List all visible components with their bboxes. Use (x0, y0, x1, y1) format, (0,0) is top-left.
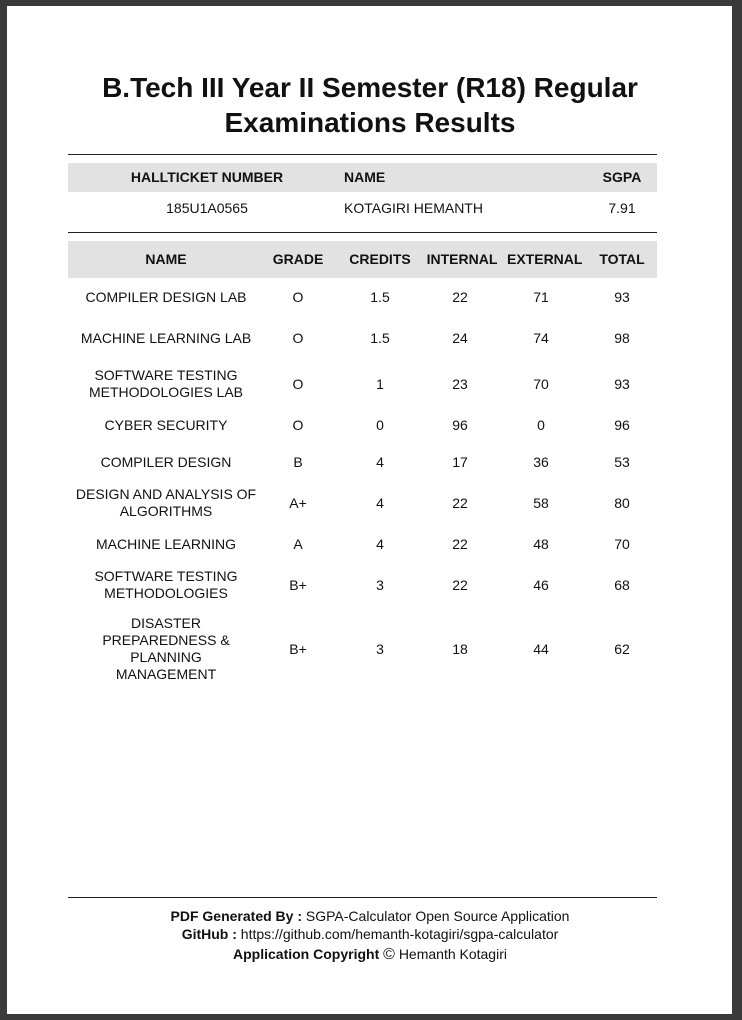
subject-credits: 4 (376, 494, 384, 511)
subject-internal: 22 (452, 535, 468, 552)
subject-total: 98 (614, 329, 630, 346)
subject-grade: B+ (289, 576, 307, 593)
subject-grade: O (292, 375, 304, 392)
subject-credits: 4 (376, 535, 384, 552)
subject-credits: 3 (376, 576, 384, 593)
subject-name: COMPILER DESIGN (100, 453, 232, 470)
subject-credits: 3 (376, 640, 384, 657)
subject-name: DESIGN AND ANALYSIS OF ALGORITHMS (75, 486, 257, 519)
subject-external: 71 (533, 288, 549, 305)
footer-generated (0, 907, 740, 925)
footer-copyright-value: Hemanth Kotagiri (398, 946, 507, 962)
subject-name: COMPILER DESIGN LAB (85, 288, 247, 305)
subject-credits: 1.5 (370, 288, 390, 305)
subject-total: 68 (614, 576, 630, 593)
subject-external: 58 (533, 494, 549, 511)
subject-total: 93 (614, 288, 630, 305)
subject-credits: 0 (376, 416, 384, 433)
title-line-1: B.Tech III Year II Semester (R18) Regular (102, 72, 638, 103)
subject-internal: 17 (452, 453, 468, 470)
subject-grade: B+ (289, 640, 307, 657)
subject-name: DISASTER PREPAREDNESS & PLANNING MANAGEMENT (102, 615, 230, 682)
footer-copyright (0, 945, 740, 964)
subject-name: MACHINE LEARNING LAB (80, 329, 252, 346)
subject-name: SOFTWARE TESTING METHODOLOGIES (94, 568, 238, 601)
footer-github-label: GitHub : (181, 926, 237, 942)
student-header-sgpa: SGPA (602, 169, 642, 185)
subject-total: 62 (614, 640, 630, 657)
footer-copyright-label: Application Copyright (233, 946, 380, 962)
subject-external: 48 (533, 535, 549, 552)
results-header-credits: CREDITS (349, 251, 411, 267)
subject-name: SOFTWARE TESTING METHODOLOGIES LAB (88, 367, 244, 400)
subject-credits: 1 (376, 375, 384, 392)
subject-total: 93 (614, 375, 630, 392)
footer-github-link[interactable]: https://github.com/hemanth-kotagiri/sgpa-calculator (240, 926, 559, 942)
footer-github (0, 925, 740, 943)
title-line-2: Examinations Results (224, 107, 516, 138)
divider (68, 154, 657, 155)
copyright-icon: © (383, 946, 395, 963)
subject-internal: 96 (452, 416, 468, 433)
subject-grade: O (292, 288, 304, 305)
subject-grade: A (293, 535, 303, 552)
subject-external: 46 (533, 576, 549, 593)
subject-grade: B (293, 453, 303, 470)
subject-internal: 23 (452, 375, 468, 392)
student-header-hallticket: HALLTICKET NUMBER (130, 169, 284, 185)
subject-external: 36 (533, 453, 549, 470)
student-sgpa: 7.91 (608, 199, 636, 216)
footer-generated-label: PDF Generated By : (170, 908, 303, 924)
results-header-name: NAME (145, 251, 187, 267)
divider (68, 232, 657, 233)
subject-internal: 24 (452, 329, 468, 346)
subject-internal: 22 (452, 576, 468, 593)
subject-total: 70 (614, 535, 630, 552)
subject-external: 44 (533, 640, 549, 657)
subject-internal: 22 (452, 288, 468, 305)
subject-credits: 1.5 (370, 329, 390, 346)
subject-total: 96 (614, 416, 630, 433)
subject-total: 80 (614, 494, 630, 511)
results-header-external: EXTERNAL (507, 251, 582, 267)
subject-external: 74 (533, 329, 549, 346)
subject-grade: A+ (289, 494, 307, 511)
subject-total: 53 (614, 453, 630, 470)
student-header-name: NAME (344, 169, 386, 185)
results-header-internal: INTERNAL (426, 251, 498, 267)
subject-name: MACHINE LEARNING (95, 535, 237, 552)
footer-generated-value: SGPA-Calculator Open Source Application (305, 908, 570, 924)
subject-credits: 4 (376, 453, 384, 470)
student-name: KOTAGIRI HEMANTH (344, 199, 483, 216)
subject-external: 0 (537, 416, 545, 433)
subject-name: CYBER SECURITY (104, 416, 228, 433)
subject-internal: 18 (452, 640, 468, 657)
page-title (0, 70, 740, 140)
results-header-total: TOTAL (599, 251, 645, 267)
subject-grade: O (292, 329, 304, 346)
subject-external: 70 (533, 375, 549, 392)
student-hallticket: 185U1A0565 (166, 199, 248, 216)
subject-internal: 22 (452, 494, 468, 511)
results-header-grade: GRADE (272, 251, 324, 267)
subject-grade: O (292, 416, 304, 433)
footer-divider (68, 897, 657, 898)
